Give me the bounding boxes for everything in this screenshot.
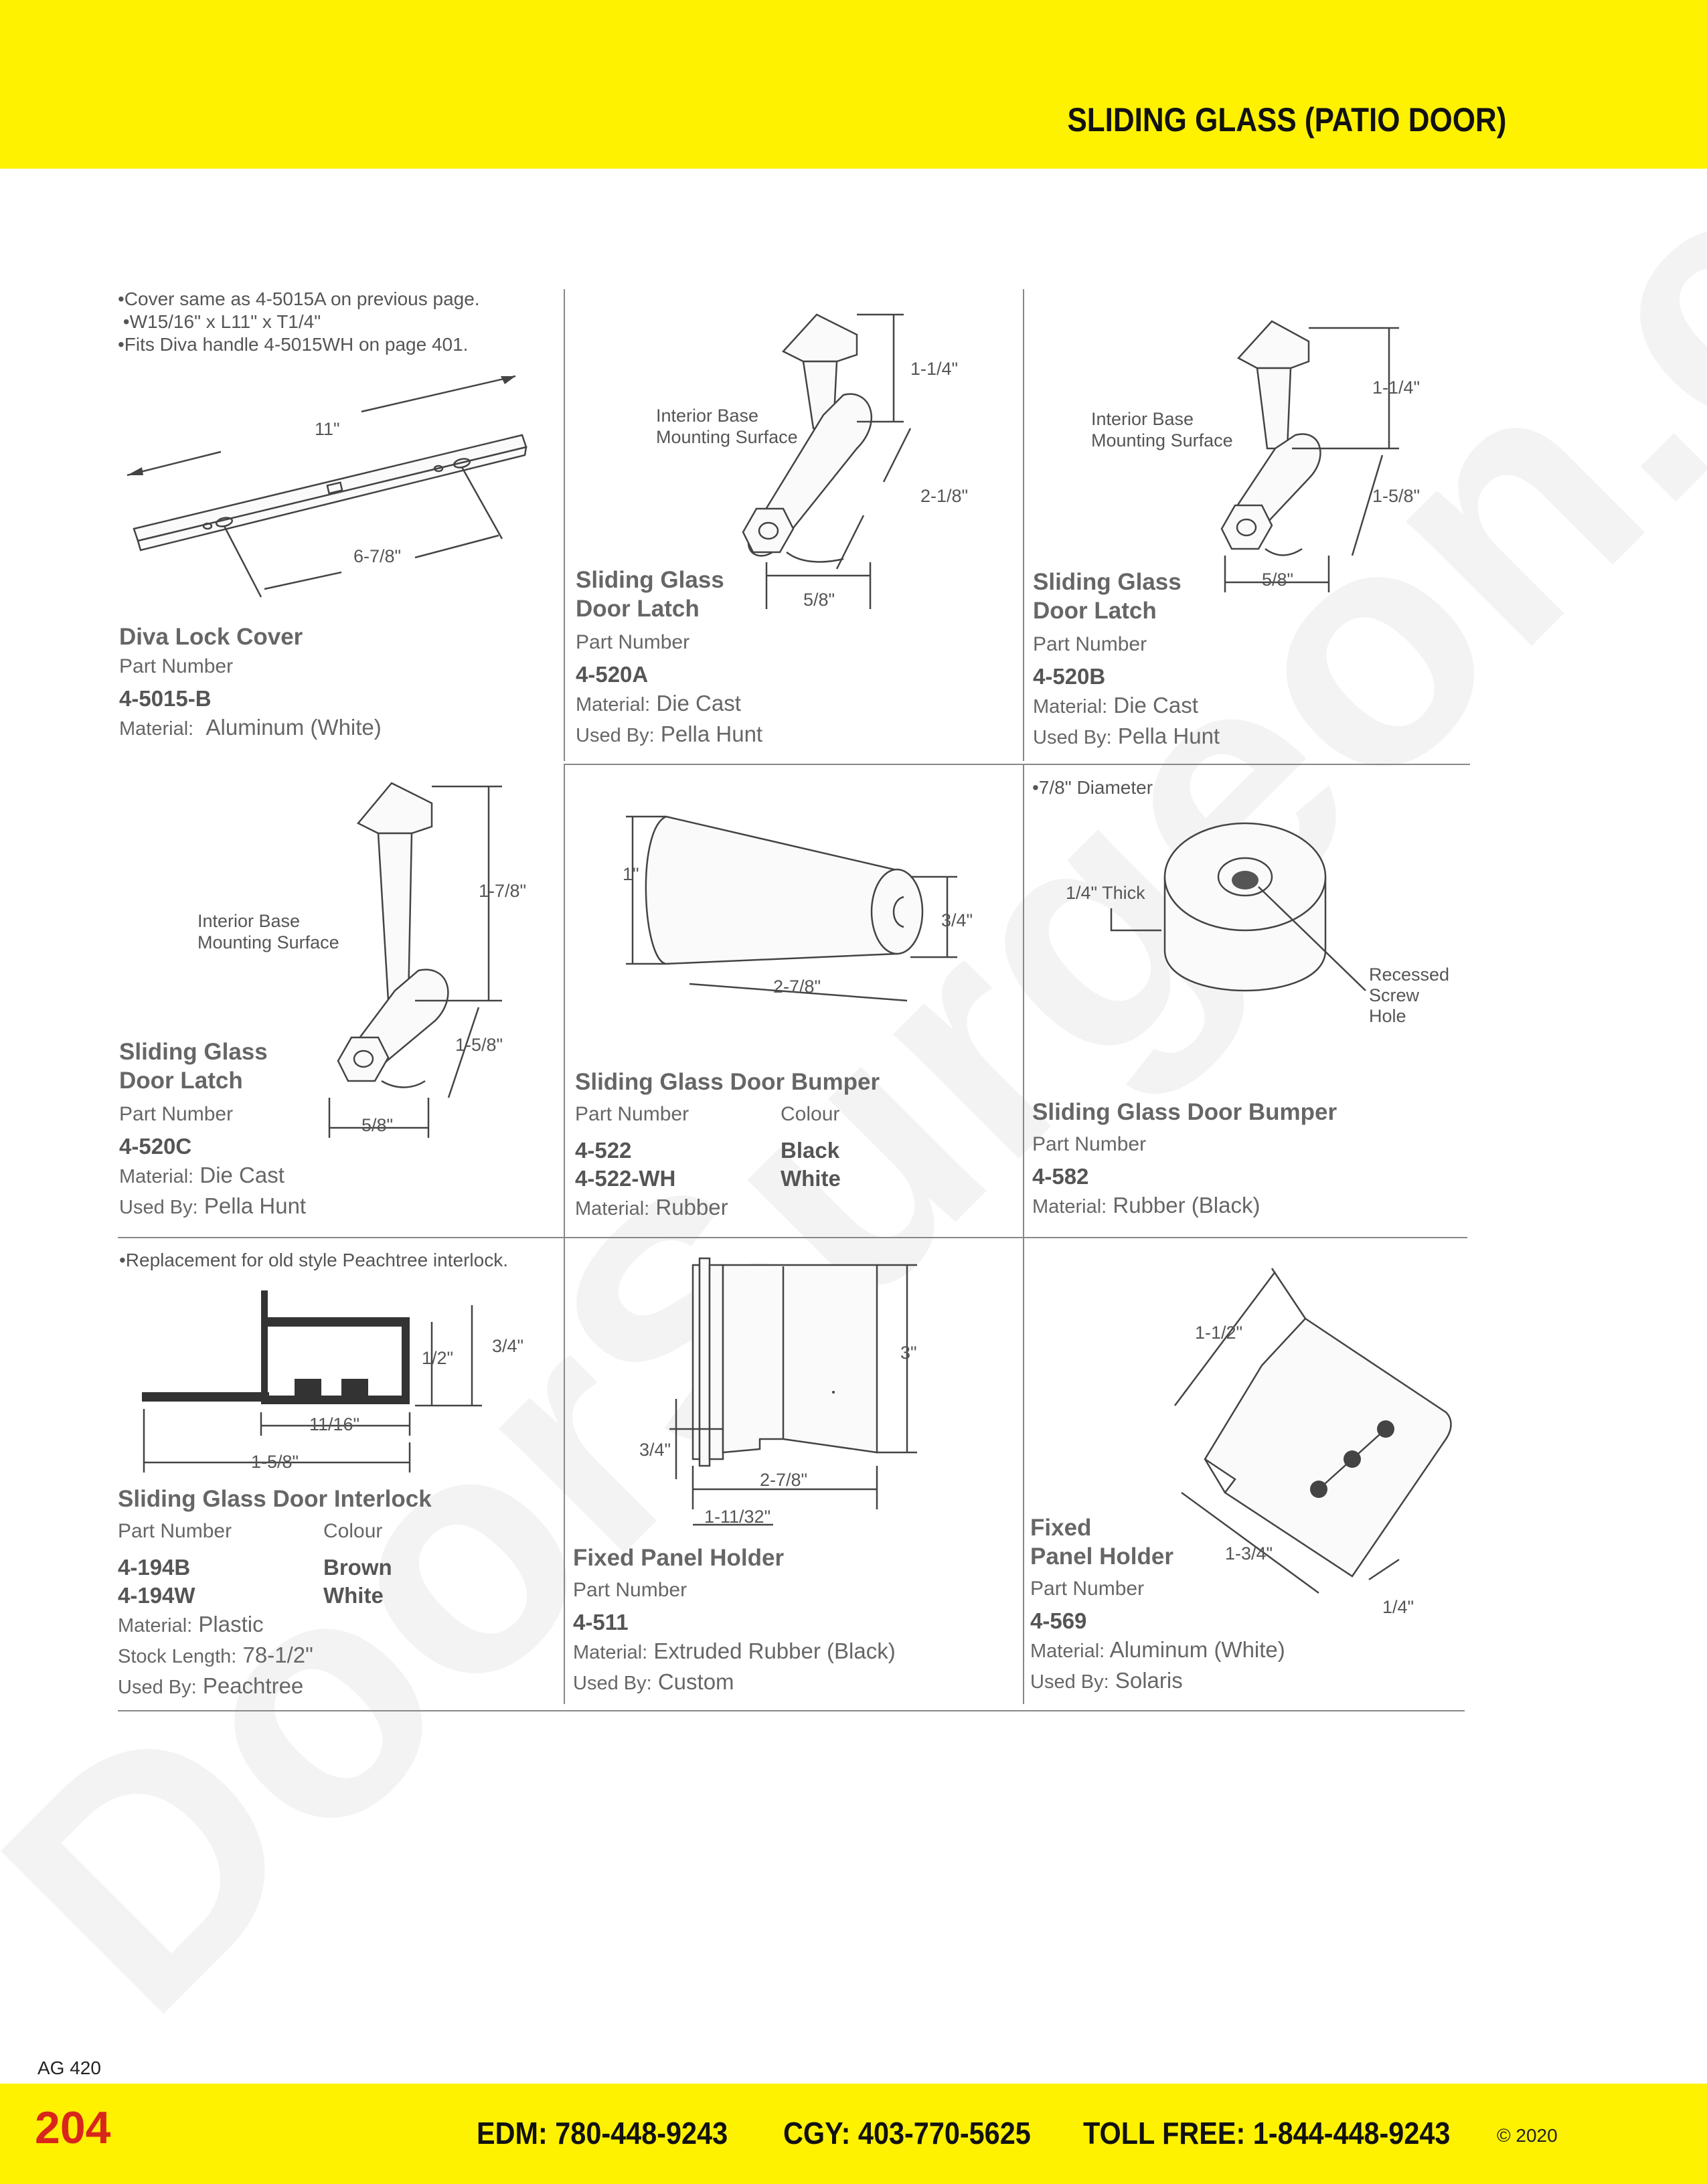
used-by-label: Used By: xyxy=(576,725,655,746)
product-name: Sliding Glass Door Latch xyxy=(576,567,724,622)
part-number-label: Part Number xyxy=(1032,1133,1147,1155)
part-number: 4-520B xyxy=(1033,664,1106,689)
product-info xyxy=(119,1037,554,1222)
diva-lock-cover-drawing xyxy=(120,361,549,602)
divider xyxy=(564,764,565,1704)
page-number: 204 xyxy=(35,2102,111,2153)
material-value: Aluminum (White) xyxy=(206,715,382,740)
material-label: Material: xyxy=(575,1198,650,1220)
product-name: Sliding Glass Door Bumper xyxy=(1032,1099,1337,1125)
dim-label: 1" xyxy=(623,864,639,884)
part-number-label: Part Number xyxy=(119,1103,234,1125)
product-name: Fixed Panel Holder xyxy=(573,1545,785,1571)
round-bumper-drawing xyxy=(1058,817,1473,1044)
part-number-label: Part Number xyxy=(573,1579,687,1601)
product-info xyxy=(573,1543,1015,1698)
colour-label: Colour xyxy=(781,1103,840,1125)
material-label: Material: xyxy=(1032,1196,1107,1217)
colours: Black White xyxy=(781,1138,841,1191)
material-value: Aluminum (White) xyxy=(1109,1637,1285,1662)
stock-length-value: 78-1/2" xyxy=(242,1643,313,1667)
used-by-value: Custom xyxy=(657,1669,734,1694)
material-label: Material: xyxy=(576,694,651,716)
part-number-label: Part Number xyxy=(576,631,690,653)
used-by-value: Pella Hunt xyxy=(204,1193,307,1218)
product-info xyxy=(1032,1098,1467,1222)
used-by-label: Used By: xyxy=(119,1197,198,1218)
product-name: Diva Lock Cover xyxy=(119,624,303,650)
part-number: 4-569 xyxy=(1030,1608,1087,1633)
used-by-label: Used By: xyxy=(1030,1671,1109,1693)
dim-label: 1/4" Thick xyxy=(1066,883,1145,903)
product-name: Sliding Glass Door Latch xyxy=(119,1039,268,1094)
product-name: Sliding Glass Door Bumper xyxy=(575,1069,880,1095)
divider xyxy=(564,764,1470,765)
product-diva-lock-cover xyxy=(118,288,553,356)
callout-line: Screw xyxy=(1369,985,1420,1005)
dim-label: 1-1/4" xyxy=(1372,377,1420,398)
annotation: Interior Base Mounting Surface xyxy=(1091,409,1233,450)
material-value: Die Cast xyxy=(199,1163,284,1187)
part-number-label: Part Number xyxy=(1033,633,1147,655)
part-number: 4-520C xyxy=(119,1134,192,1159)
material-value: Plastic xyxy=(198,1612,264,1636)
material-value: Extruded Rubber (Black) xyxy=(653,1639,896,1663)
dim-label: 3/4" xyxy=(639,1440,671,1460)
product-name: Sliding Glass Door Interlock xyxy=(118,1486,432,1512)
dim-label: 11" xyxy=(315,419,340,439)
material-value: Rubber (Black) xyxy=(1113,1193,1261,1217)
dim-label: 1/4" xyxy=(1382,1597,1414,1617)
product-notes: •7/8" Diameter xyxy=(1032,777,1153,798)
annotation: Interior Base Mounting Surface xyxy=(197,911,339,952)
product-name: Fixed Panel Holder xyxy=(1030,1515,1173,1570)
product-info xyxy=(1030,1513,1465,1697)
dim-label: 5/8" xyxy=(361,1115,394,1135)
product-notes: •Cover same as 4-5015A on previous page. •W15/16" x L11" x T1/4" •Fits Diva handle 4-5015WH on page 401. xyxy=(118,288,480,355)
dim-label: 5/8" xyxy=(803,590,835,610)
part-number: 4-511 xyxy=(573,1610,629,1634)
dim-label: 6-7/8" xyxy=(353,546,402,566)
dim-label: 2-7/8" xyxy=(773,977,821,997)
part-number-label: Part Number xyxy=(118,1520,232,1542)
callout-line: Hole xyxy=(1369,1006,1406,1026)
material-value: Die Cast xyxy=(656,691,741,716)
dim-label: 1-5/8" xyxy=(251,1452,299,1472)
used-by-label: Used By: xyxy=(573,1673,652,1694)
part-number-label: Part Number xyxy=(575,1103,689,1125)
material-label: Material: xyxy=(119,1166,194,1187)
callout-line: Recessed xyxy=(1369,964,1450,985)
used-by-label: Used By: xyxy=(1033,727,1112,748)
product-notes: •Replacement for old style Peachtree interlock. xyxy=(119,1250,508,1270)
used-by-value: Solaris xyxy=(1115,1668,1183,1693)
annotation-line: Mounting Surface xyxy=(197,932,339,952)
dim-label: 1/2" xyxy=(422,1348,454,1368)
material-value: Rubber xyxy=(655,1195,728,1220)
colour-label: Colour xyxy=(323,1520,383,1542)
part-number: 4-5015-B xyxy=(119,686,212,711)
divider xyxy=(118,1237,1467,1238)
used-by-value: Peachtree xyxy=(202,1673,304,1698)
material-label: Material: xyxy=(118,1615,193,1636)
part-number: 4-582 xyxy=(1032,1164,1089,1189)
dim-label: 1-1/4" xyxy=(910,359,959,379)
divider xyxy=(1023,289,1024,761)
used-by-value: Pella Hunt xyxy=(1117,724,1220,748)
product-info xyxy=(576,566,1011,750)
ag-code: AG 420 xyxy=(37,2057,101,2078)
annotation-line: Mounting Surface xyxy=(656,427,798,447)
dim-label: 1-5/8" xyxy=(455,1035,503,1055)
used-by-value: Pella Hunt xyxy=(660,722,763,746)
dim-label: 11/16" xyxy=(309,1414,360,1434)
material-label: Material: xyxy=(1030,1641,1105,1662)
dim-label: 1-7/8" xyxy=(479,881,527,901)
phone-cgy: CGY: 403-770-5625 xyxy=(783,2116,1031,2151)
divider xyxy=(1023,764,1024,1704)
dim-label: 3/4" xyxy=(492,1336,524,1356)
part-numbers: 4-522 4-522-WH xyxy=(575,1138,676,1191)
dim-label: 1-5/8" xyxy=(1372,486,1420,506)
door-latch-drawing xyxy=(1078,315,1453,609)
product-info xyxy=(119,622,554,744)
fixed-panel-holder-drawing xyxy=(629,1252,1004,1533)
dim-label: 1-1/2" xyxy=(1195,1323,1243,1343)
product-name: Sliding Glass Door Latch xyxy=(1033,569,1182,624)
page-title: SLIDING GLASS (PATIO DOOR) xyxy=(1067,101,1506,139)
colours: Brown White xyxy=(323,1555,392,1608)
door-bumper-drawing xyxy=(602,803,977,1017)
dim-label: 1-3/4" xyxy=(1225,1543,1273,1564)
used-by-label: Used By: xyxy=(118,1677,197,1698)
product-info xyxy=(118,1485,553,1702)
annotation: Interior Base Mounting Surface xyxy=(656,406,798,447)
annotation-line: Mounting Surface xyxy=(1091,430,1233,450)
phone-edm: EDM: 780-448-9243 xyxy=(477,2116,728,2151)
dim-label: 3" xyxy=(900,1343,917,1363)
material-label: Material: xyxy=(573,1642,648,1663)
dim-label: 3/4" xyxy=(941,910,973,930)
part-numbers: 4-194B 4-194W xyxy=(118,1555,195,1608)
material-value: Die Cast xyxy=(1113,693,1198,718)
divider xyxy=(118,1710,1465,1711)
part-number-label: Part Number xyxy=(119,655,234,677)
header-bar xyxy=(0,0,1707,169)
divider xyxy=(564,289,565,761)
interlock-profile-drawing xyxy=(134,1285,549,1486)
dim-label: 2-7/8" xyxy=(760,1470,808,1490)
stock-length-label: Stock Length: xyxy=(118,1646,237,1667)
product-info xyxy=(575,1068,1017,1224)
material-label: Material: xyxy=(1033,696,1108,718)
part-number: 4-520A xyxy=(576,662,649,687)
part-number-label: Part Number xyxy=(1030,1578,1145,1600)
dim-label: 1-11/32" xyxy=(704,1507,771,1527)
dim-label: 5/8" xyxy=(1262,570,1294,590)
dim-label: 2-1/8" xyxy=(920,486,969,506)
material-label: Material: xyxy=(119,718,194,740)
product-info xyxy=(1033,568,1468,752)
copyright: © 2020 xyxy=(1497,2125,1558,2146)
phone-toll-free: TOLL FREE: 1-844-448-9243 xyxy=(1083,2116,1451,2151)
